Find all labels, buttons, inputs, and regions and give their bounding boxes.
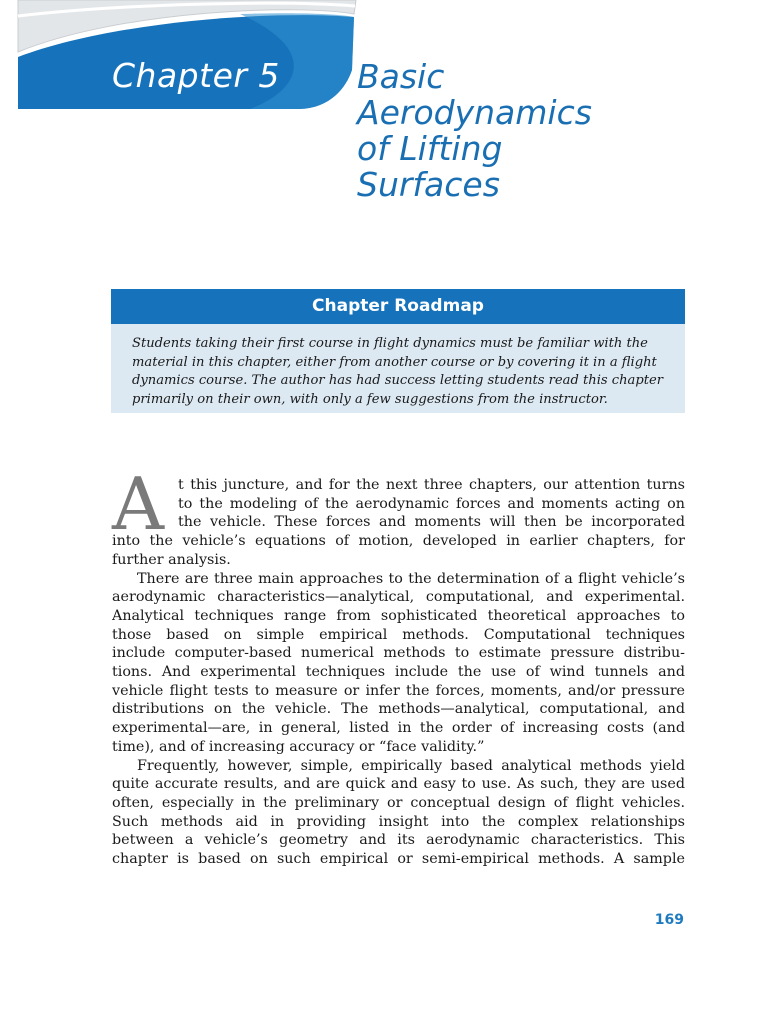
- body-line: t this juncture, and for the next three chapters, our attention turns: [178, 477, 685, 493]
- chapter-title-line: Aerodynamics: [357, 93, 592, 132]
- body-line: those based on simple empirical methods. Computational techniques: [112, 626, 685, 643]
- body-line: vehicle flight tests to measure or infer the forces, moments, and/or pressure: [112, 682, 685, 699]
- roadmap-line: material in this chapter, either from another course or by covering it in a flight: [132, 354, 657, 370]
- body-line: Frequently, however, simple, empirically based analytical methods yield: [137, 757, 685, 774]
- chapter-title-line: Surfaces: [357, 165, 500, 204]
- chapter-roadmap-box: [111, 289, 685, 413]
- body-line: tions. And experimental techniques include the use of wind tunnels and: [112, 664, 685, 681]
- roadmap-line: primarily on their own, with only a few suggestions from the instructor.: [132, 391, 608, 407]
- roadmap-heading: Chapter Roadmap: [111, 289, 685, 324]
- body-line: time), and of increasing accuracy or “face validity.”: [112, 738, 485, 755]
- chapter-title-line: Basic: [357, 57, 445, 96]
- chapter-number-label: Chapter 5: [112, 56, 280, 95]
- roadmap-text: [111, 324, 685, 413]
- body-line: chapter is based on such empirical or semi-empirical methods. A sample: [112, 851, 685, 868]
- body-line: further analysis.: [112, 551, 231, 568]
- body-line: Analytical techniques range from sophisticated theoretical approaches to: [112, 607, 685, 624]
- body-line: experimental—are, in general, listed in the order of increasing costs (and: [112, 720, 685, 737]
- body-line: There are three main approaches to the determination of a flight vehicle’s: [137, 570, 685, 587]
- roadmap-line: Students taking their first course in flight dynamics must be familiar with the: [132, 336, 648, 351]
- body-line: distributions on the vehicle. The methods—analytical, computational, and: [112, 701, 685, 718]
- body-line: between a vehicle’s geometry and its aerodynamic characteristics. This: [112, 832, 685, 849]
- chapter-title-line: of Lifting: [357, 129, 503, 168]
- drop-cap: A: [112, 462, 164, 546]
- body-line: to the modeling of the aerodynamic forces and moments acting on: [178, 495, 685, 512]
- body-line: into the vehicle’s equations of motion, developed in earlier chapters, for: [112, 533, 685, 550]
- body-line: Such methods aid in providing insight into the complex relationships: [112, 813, 685, 830]
- body-line: the vehicle. These forces and moments will then be incorporated: [178, 514, 685, 531]
- body-line: often, especially in the preliminary or conceptual design of flight vehicles.: [112, 794, 685, 811]
- chapter-title: [357, 59, 687, 203]
- body-line: aerodynamic characteristics—analytical, computational, and experimental.: [112, 589, 685, 606]
- roadmap-line: dynamics course. The author has had success letting students read this chapter: [132, 373, 664, 389]
- body-line: quite accurate results, and are quick and easy to use. As such, they are used: [112, 776, 685, 793]
- body-text: [112, 462, 685, 869]
- page-number: 169: [654, 912, 684, 928]
- body-line: include computer-based numerical methods to estimate pressure distribu-: [112, 645, 685, 662]
